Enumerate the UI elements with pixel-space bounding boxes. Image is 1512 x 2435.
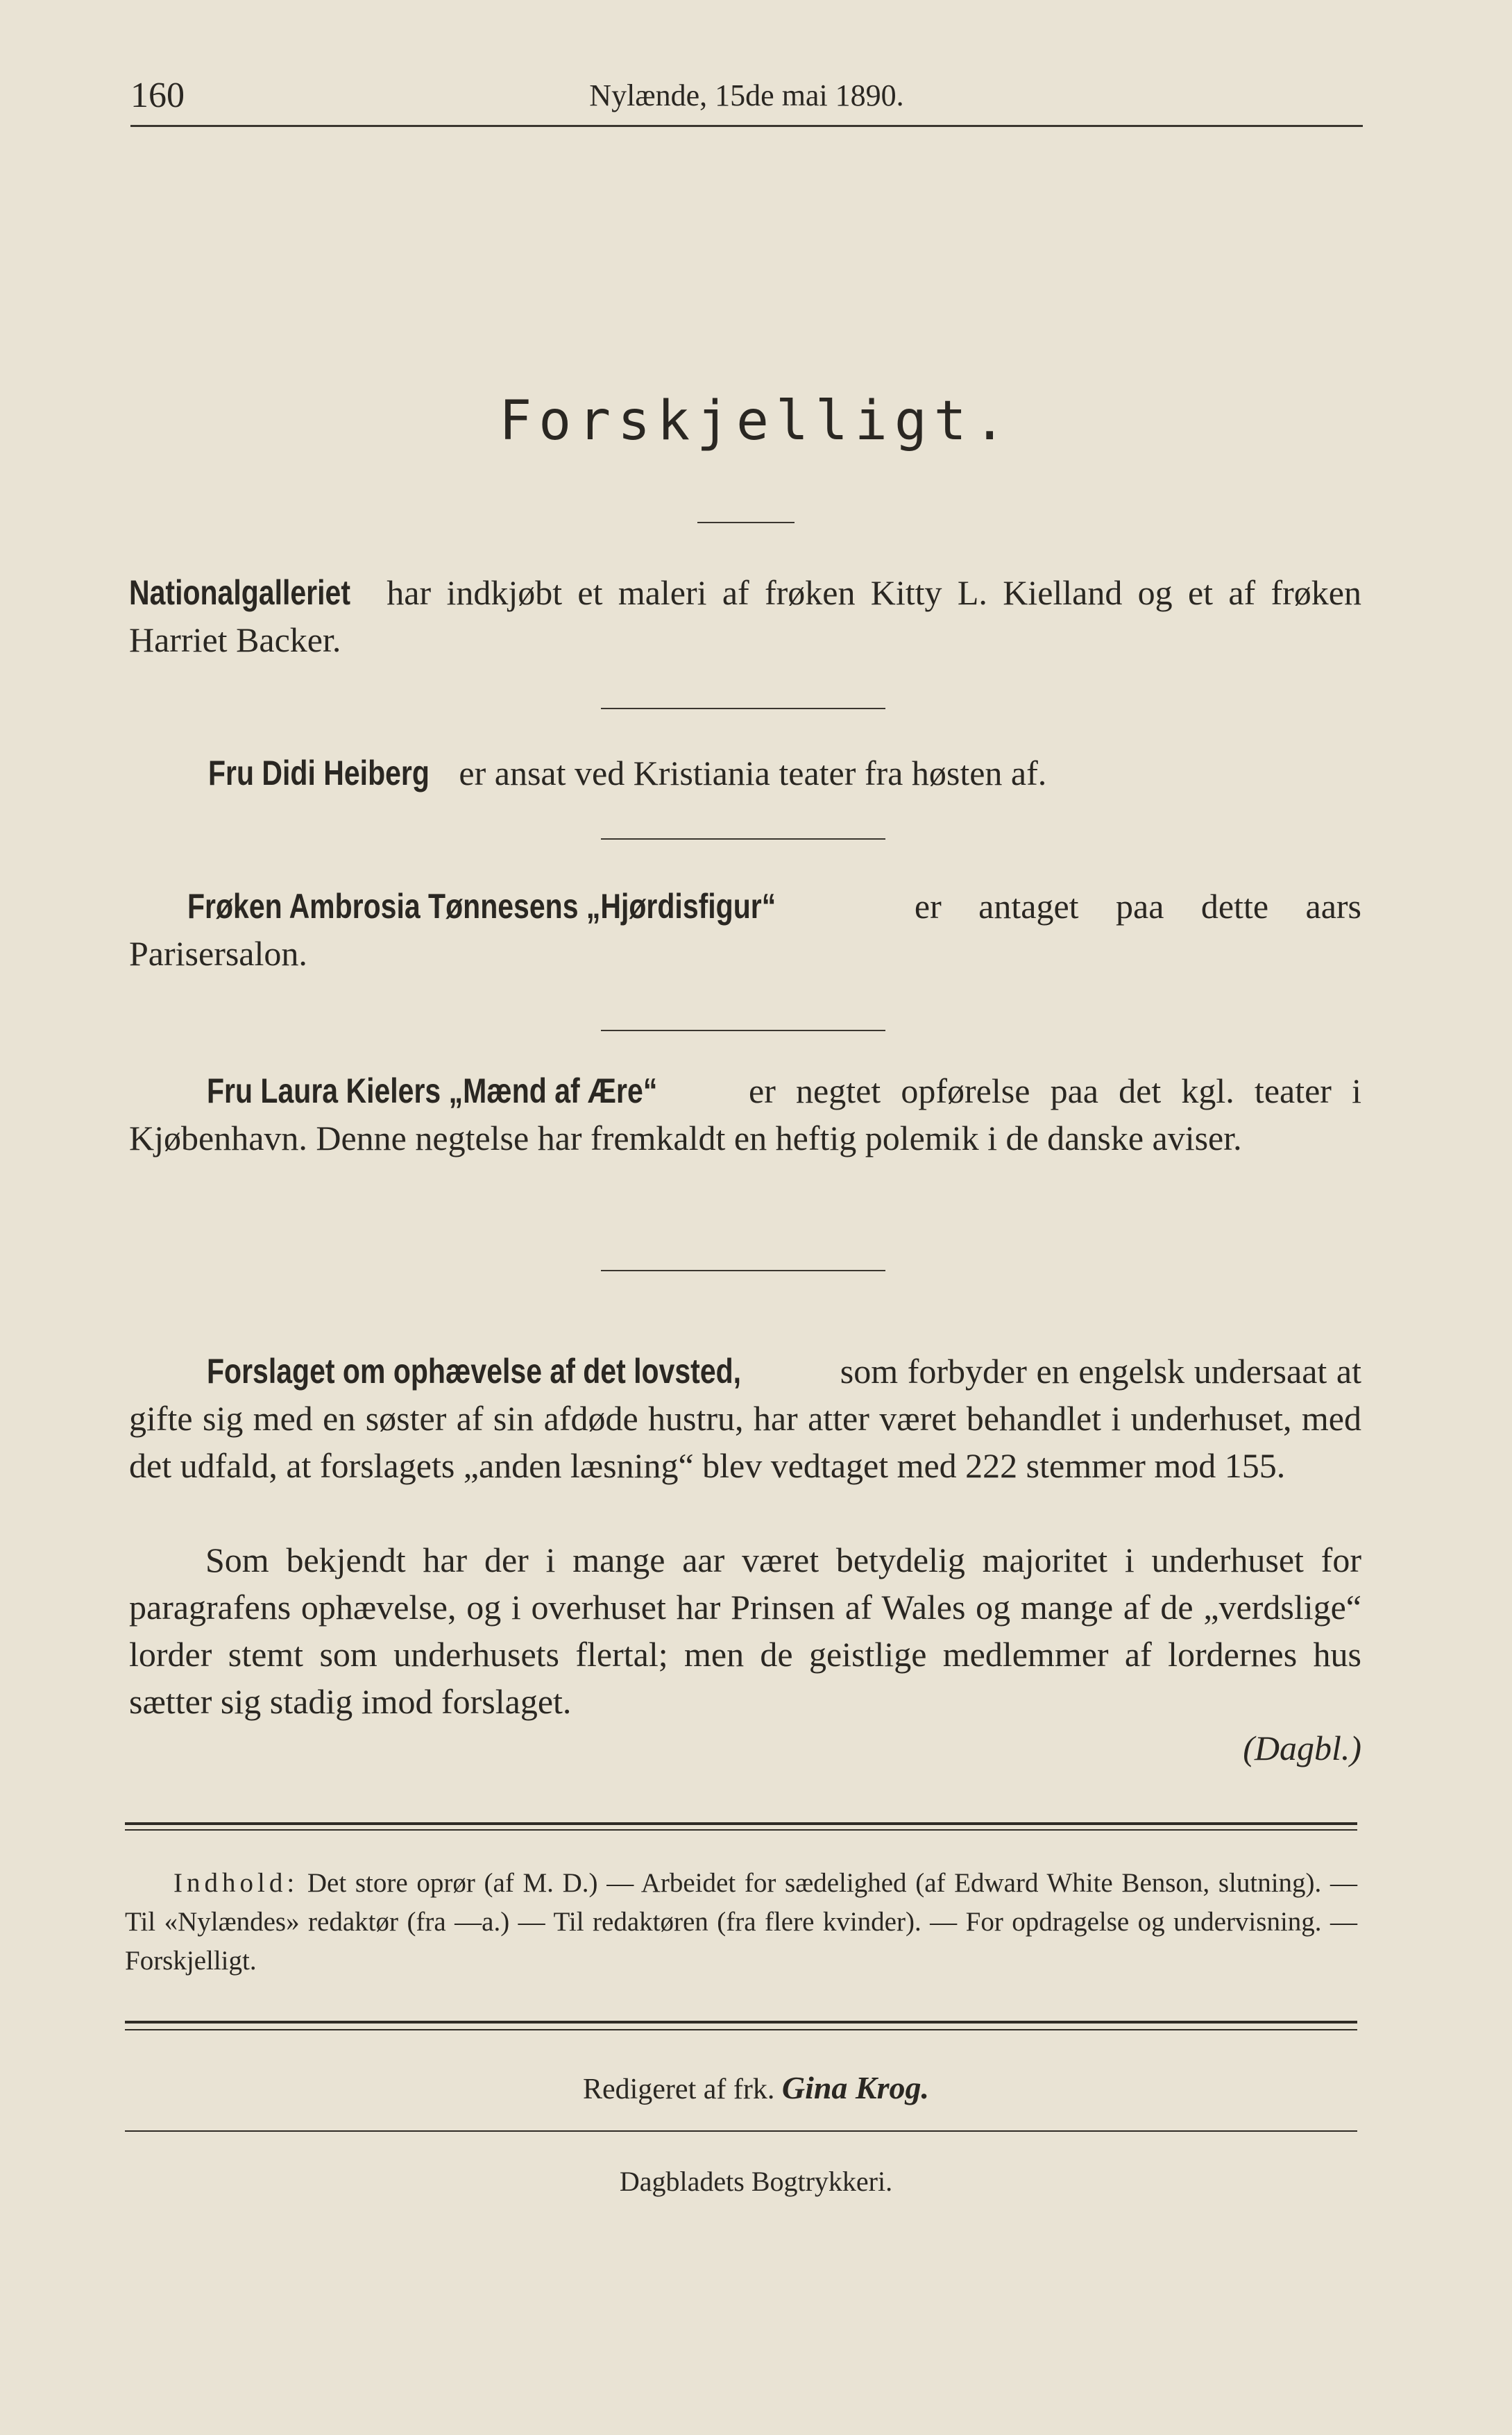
news-item-didi-heiberg: [208, 749, 1360, 797]
news-item-nationalgalleriet: [129, 569, 1361, 663]
news-item-text: som forbyder en engelsk undersaat at gifte sig med en søster af sin afdøde hustru, har atter været behandlet i underhuset, med det udfald, at forslagets „anden læsning“ blev vedtaget med 222 stemmer mod 155.: [129, 1352, 1361, 1485]
contents-bottom-rule-thin: [125, 2029, 1357, 2030]
news-item-laura-kieler: [129, 1067, 1361, 1162]
contents-bottom-rule: [125, 2021, 1357, 2023]
running-head: [130, 75, 1363, 124]
news-item-text: er negtet opførelse paa det kgl. teater i Kjøbenhavn. Denne negtelse har fremkaldt en heftig polemik i de danske aviser.: [129, 1071, 1361, 1157]
item-divider: [601, 1270, 885, 1271]
editor-name: Gina Krog.: [781, 2070, 930, 2105]
news-item-lead: Forslaget om ophævelse af det lovsted,: [207, 1352, 742, 1391]
item-divider: [601, 1030, 885, 1031]
footer-rule: [125, 2130, 1357, 2132]
editor-line: [0, 2069, 1512, 2106]
journal-title: Nylænde, 15de mai 1890.: [589, 78, 904, 112]
section-title: Forskjelligt.: [499, 390, 1013, 452]
source-citation: (Dagbl.): [1243, 1729, 1361, 1767]
item-divider: [601, 708, 885, 709]
contents-text: Det store oprør (af M. D.) — Arbeidet for sædelighed (af Edward White Benson, slutning). — Til «Nylændes» redaktør (fra —a.) — Til redaktøren (fra flere kvinder). — For opdragelse og undervisning. — Forskjelligt.: [125, 1868, 1357, 1976]
news-item-forslaget: [129, 1348, 1361, 1489]
news-item-lead: Frøken Ambrosia Tønnesens „Hjørdisfigur“: [187, 887, 776, 926]
news-item-text: er ansat ved Kristiania teater fra høsten af.: [450, 754, 1047, 792]
item-divider: [601, 838, 885, 840]
news-item-continuation: Som bekjendt har der i mange aar været betydelig majoritet i underhuset for paragrafens ophævelse, og i overhuset har Prinsen af Wales og mange af de „verdslige“ lorder stemt som underhusets flertal; men de geistlige medlemmer af lordernes hus sætter sig stadig imod forslaget.: [129, 1541, 1361, 1721]
section-title-rule: [697, 522, 795, 523]
editor-prefix: Redigeret af frk.: [582, 2073, 782, 2105]
contents-top-rule: [125, 1822, 1357, 1825]
table-of-contents: [125, 1864, 1357, 1980]
news-item-text: er antaget paa dette aars Parisersalon.: [129, 887, 1361, 973]
printer-line: Dagbladets Bogtrykkeri.: [619, 2166, 893, 2197]
news-item-text: har indkjøbt et maleri af frøken Kitty L. Kielland og et af frøken Harriet Backer.: [129, 573, 1361, 659]
news-item-lead: Nationalgalleriet: [129, 573, 350, 612]
news-item-lead: Fru Laura Kielers „Mænd af Ære“: [207, 1071, 658, 1110]
contents-label: Indhold:: [173, 1868, 299, 1898]
news-item-ambrosia-tonnesen: [129, 883, 1361, 977]
news-item-lead: Fru Didi Heiberg: [208, 754, 430, 792]
header-rule: [130, 125, 1363, 127]
page-number: 160: [130, 76, 185, 115]
contents-top-rule-thin: [125, 1829, 1357, 1831]
